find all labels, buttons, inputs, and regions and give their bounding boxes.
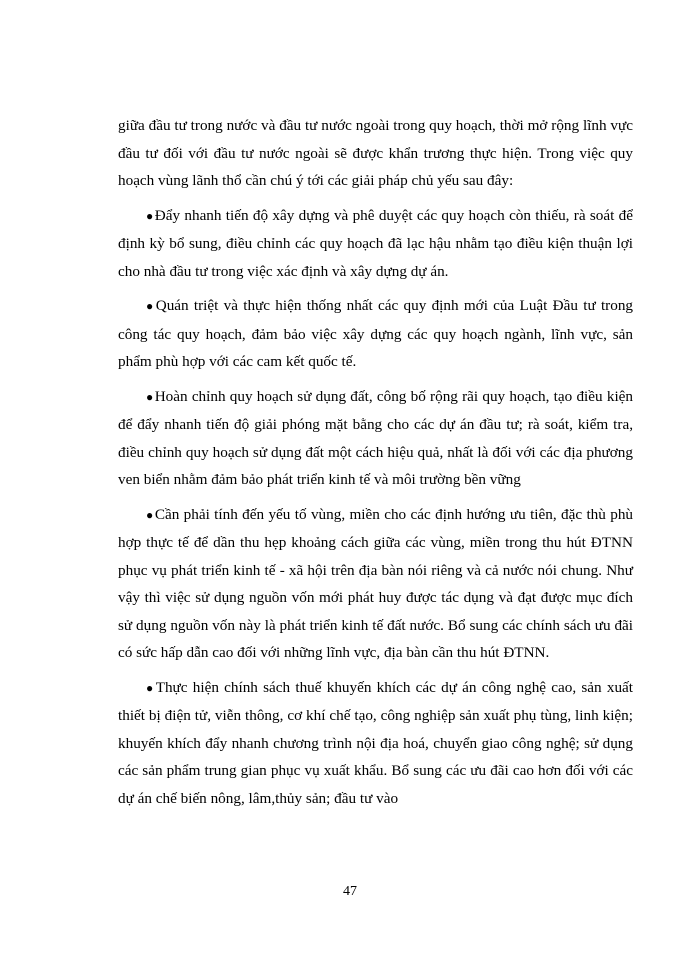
bullet-icon: ● xyxy=(146,680,155,695)
paragraph-intro xyxy=(118,112,633,195)
bullet-paragraph-1 xyxy=(118,202,633,286)
bullet-paragraph-5 xyxy=(118,674,633,813)
paragraph-text: giữa đầu tư trong nước và đầu tư nước ngoài trong quy hoạch, thời mở rộng lĩnh vực đầu tư đối với đầu tư nước ngoài sẽ được khẩn trương thực hiện. Trong việc quy hoạch vùng lãnh thổ cần chú ý tới các giải pháp chủ yếu sau đây: xyxy=(118,117,633,189)
bullet-icon: ● xyxy=(146,299,155,313)
page-number: 47 xyxy=(343,884,357,899)
bullet-paragraph-3 xyxy=(118,383,633,494)
bullet-icon: ● xyxy=(146,208,154,223)
bullet-icon: ● xyxy=(146,389,154,404)
paragraph-text: Thực hiện chính sách thuế khuyến khích các dự án công nghệ cao, sản xuất thiết bị điện tử, viễn thông, cơ khí chế tạo, công nghiệp sản xuất phụ tùng, linh kiện; khuyến khích đẩy nhanh chương trình nội địa hoá, chuyển giao công nghệ; sử dụng các sản phẩm trung gian phục vụ xuất khẩu. Bổ sung các ưu đãi cao hơn đối với các dự án chế biến nông, lâm,thủy sản; đầu tư vào xyxy=(118,678,633,807)
paragraph-text: Hoàn chỉnh quy hoạch sử dụng đất, công bố rộng rãi quy hoạch, tạo điều kiện để đẩy nhanh tiến độ giải phóng mặt bằng cho các dự án đầu tư; rà soát, kiểm tra, điều chỉnh quy hoạch sử dụng đất một cách hiệu quả, nhất là đối với các địa phương ven biển nhằm đảm bảo phát triển kinh tế và môi trường bền vững xyxy=(118,387,633,488)
bullet-paragraph-4 xyxy=(118,501,633,667)
bullet-paragraph-2 xyxy=(118,292,633,376)
paragraph-text: Đẩy nhanh tiến độ xây dựng và phê duyệt các quy hoạch còn thiếu, rà soát để định kỳ bổ sung, điều chỉnh các quy hoạch đã lạc hậu nhằm tạo điều kiện thuận lợi cho nhà đầu tư trong việc xác định và xây dựng dự án. xyxy=(118,206,633,280)
document-body xyxy=(118,112,633,819)
bullet-icon: ● xyxy=(146,507,154,522)
paragraph-text: Cần phải tính đến yếu tố vùng, miền cho các định hướng ưu tiên, đặc thù phù hợp thực tế để dần thu hẹp khoảng cách giữa các vùng, miền trong thu hút ĐTNN phục vụ phát triển kinh tế - xã hội trên địa bàn nói riêng và cả nước nói chung. Như vậy thì việc sử dụng nguồn vốn mới phát huy được tác dụng và đạt được mục đích sử dụng nguồn vốn này là phát triển kinh tế đất nước. Bổ sung các chính sách ưu đãi có sức hấp dẫn cao đối với những lĩnh vực, địa bàn cần thu hút ĐTNN. xyxy=(118,505,634,661)
paragraph-text: Quán triệt và thực hiện thống nhất các quy định mới của Luật Đầu tư trong công tác quy hoạch, đảm bảo việc xây dựng các quy hoạch ngành, lĩnh vực, sản phẩm phù hợp với các cam kết quốc tế. xyxy=(118,297,634,370)
